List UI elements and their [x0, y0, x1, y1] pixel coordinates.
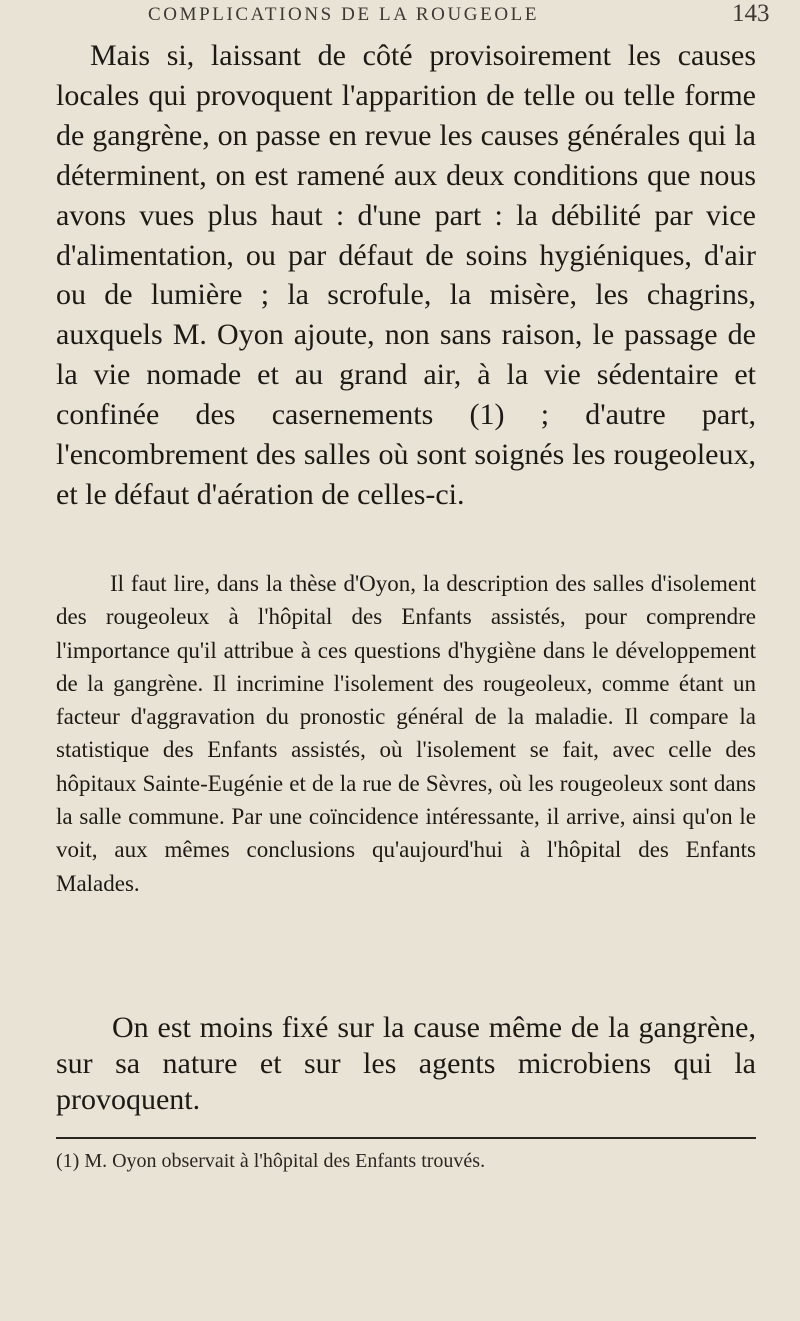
- page-number: 143: [732, 0, 770, 27]
- footnote: (1) M. Oyon observait à l'hôpital des Enfants trouvés.: [56, 1150, 486, 1172]
- paragraph-2: Il faut lire, dans la thèse d'Oyon, la description des salles d'isolement des rougeoleux à l'hôpital des Enfants assistés, pour comprendre l'importance qu'il attribue à ces questions d'hygiène dans le développement de la gangrène. Il incrimine l'isolement des rougeoleux, comme étant un facteur d'aggravation du pronostic général de la maladie. Il compare la statistique des Enfants assistés, où l'isolement se fait, avec celle des hôpitaux Sainte-Eugénie et de la rue de Sèvres, où les rougeoleux sont dans la salle commune. Par une coïncidence intéressante, il arrive, ainsi qu'on le voit, aux mêmes conclusions qu'aujourd'hui à l'hôpital des Enfants Malades.: [56, 571, 756, 896]
- paragraph-1: Mais si, laissant de côté provisoirement les causes locales qui provoquent l'apparition de telle ou telle forme de gangrène, on passe en revue les causes générales qui la déterminent, on est ramené aux deux conditions que nous avons vues plus haut : d'une part : la débilité par vice d'alimentation, ou par défaut de soins hygiéniques, d'air ou de lumière ; la scrofule, la misère, les chagrins, auxquels M. Oyon ajoute, non sans raison, le passage de la vie nomade et au grand air, à la vie sédentaire et confinée des casernements (1) ; d'autre part, l'encombrement des salles où sont soignés les rougeoleux, et le défaut d'aération de celles-ci.: [56, 39, 756, 511]
- page-header: [0, 0, 800, 36]
- footnote-separator: [56, 1137, 756, 1139]
- running-title: COMPLICATIONS DE LA ROUGEOLE: [148, 4, 540, 25]
- paragraph-3: On est moins fixé sur la cause même de la gangrène, sur sa nature et sur les agents microbiens qui la provoquent.: [56, 1011, 756, 1116]
